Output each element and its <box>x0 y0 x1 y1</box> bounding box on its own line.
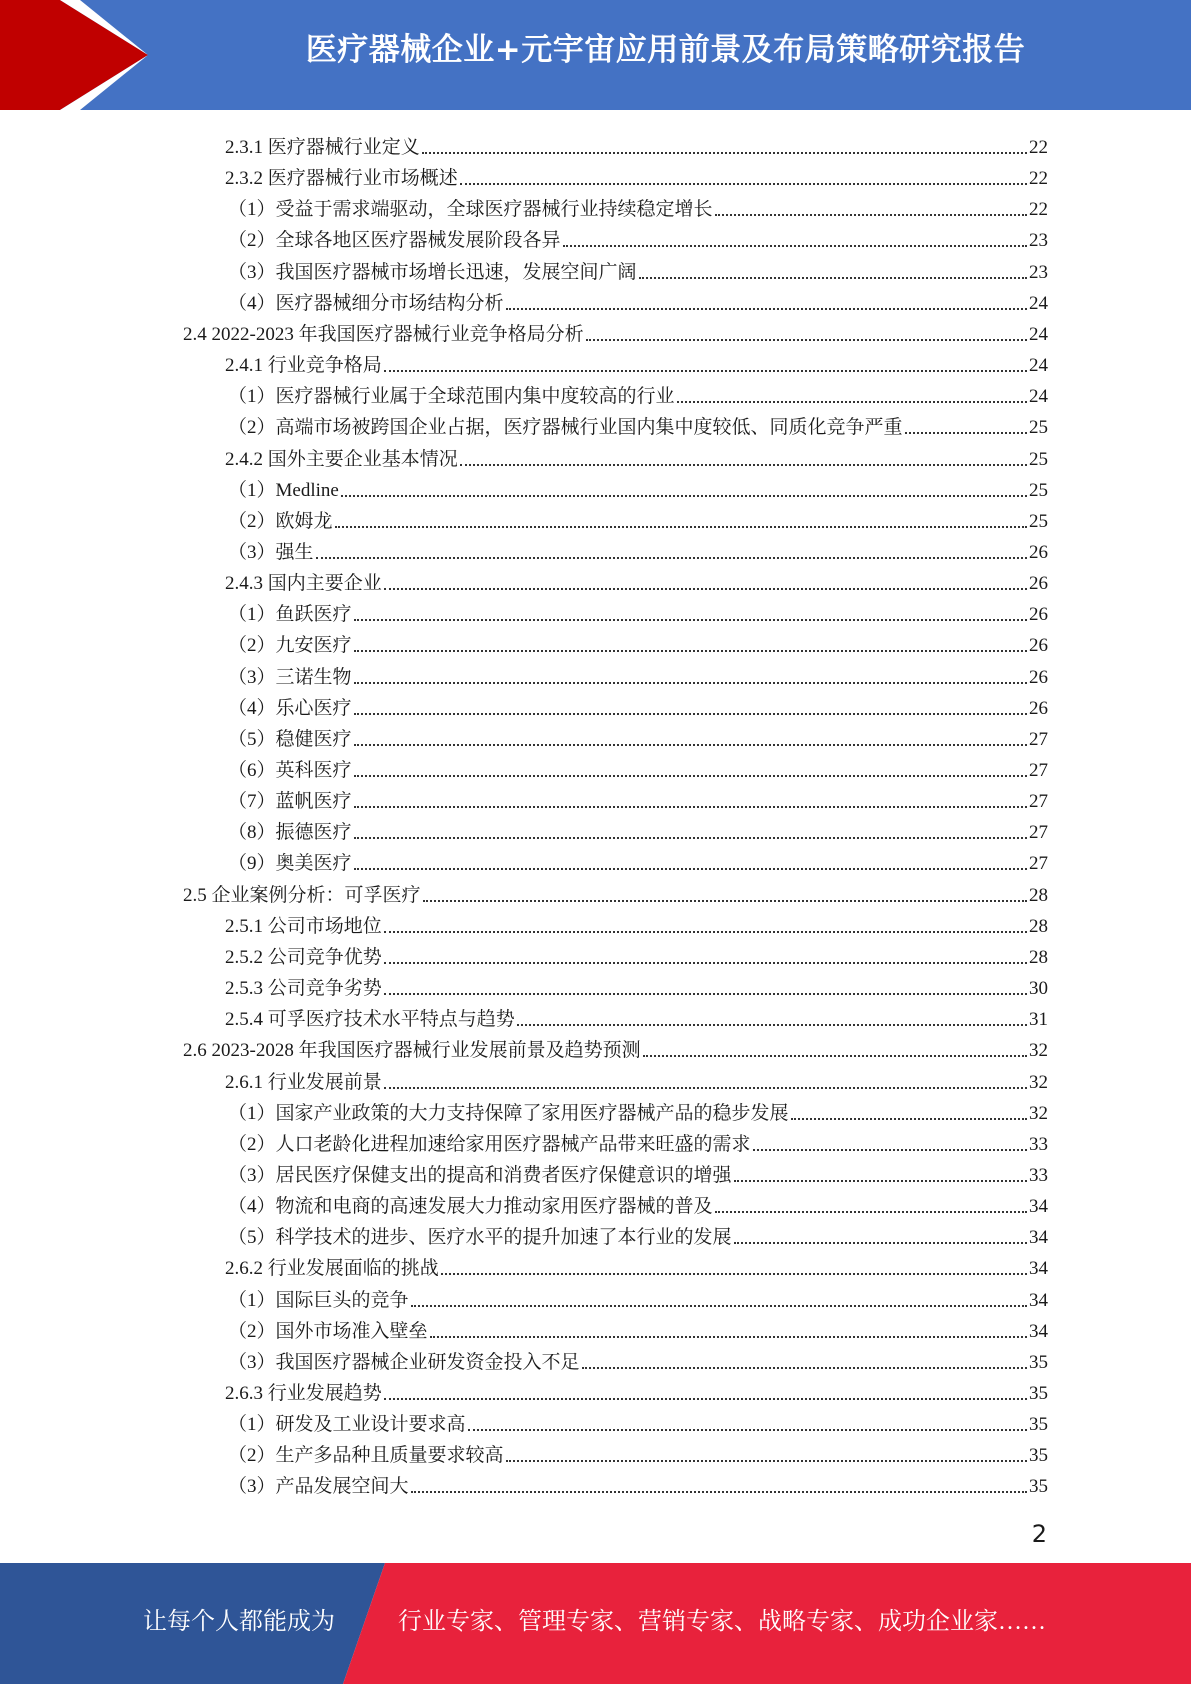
toc-entry-label: 2.6.2 行业发展面临的挑战 <box>225 1258 439 1280</box>
toc-entry-label: （3）强生 <box>228 541 314 563</box>
toc-leader-dots <box>354 836 1027 839</box>
toc-leader-dots <box>354 805 1027 808</box>
toc-entry[interactable] <box>228 471 1048 502</box>
toc-entry-label: （3）产品发展空间大 <box>228 1476 409 1498</box>
toc-entry-page: 24 <box>1029 386 1048 408</box>
toc-entry-label: 2.5.3 公司竞争劣势 <box>225 978 382 1000</box>
toc-entry[interactable] <box>228 1343 1048 1374</box>
toc-entry[interactable] <box>228 1187 1048 1218</box>
toc-leader-dots <box>677 400 1027 403</box>
toc-entry-label: （3）我国医疗器械企业研发资金投入不足 <box>228 1351 580 1373</box>
page-number: 2 <box>1031 1520 1047 1548</box>
toc-leader-dots <box>354 649 1027 652</box>
toc-leader-dots <box>734 1241 1027 1244</box>
toc-leader-dots <box>506 307 1027 310</box>
toc-entry-page: 26 <box>1029 604 1048 626</box>
toc-entry-page: 24 <box>1029 292 1048 314</box>
toc-leader-dots <box>430 1335 1027 1338</box>
toc-leader-dots <box>384 1086 1027 1089</box>
toc-entry-page: 26 <box>1029 635 1048 657</box>
toc-entry-page: 35 <box>1029 1414 1048 1436</box>
toc-entry-label: （8）振德医疗 <box>228 822 352 844</box>
page-header <box>0 0 1191 110</box>
toc-leader-dots <box>715 213 1027 216</box>
toc-leader-dots <box>384 961 1027 964</box>
toc-entry-page: 22 <box>1029 168 1048 190</box>
toc-leader-dots <box>354 618 1027 621</box>
toc-entry[interactable] <box>228 1281 1048 1312</box>
toc-entry[interactable] <box>225 907 1048 938</box>
toc-leader-dots <box>422 151 1027 154</box>
toc-entry-label: （3）我国医疗器械市场增长迅速，发展空间广阔 <box>228 261 637 283</box>
toc-entry-label: （2）生产多品种且质量要求较高 <box>228 1445 504 1467</box>
toc-leader-dots <box>354 712 1027 715</box>
toc-entry-page: 25 <box>1029 417 1048 439</box>
toc-entry-page: 27 <box>1029 791 1048 813</box>
toc-entry-page: 25 <box>1029 510 1048 532</box>
toc-entry[interactable] <box>228 689 1048 720</box>
toc-entry-label: （1）鱼跃医疗 <box>228 604 352 626</box>
toc-entry-label: （2）九安医疗 <box>228 635 352 657</box>
toc-entry-page: 26 <box>1029 573 1048 595</box>
toc-entry-label: （4）物流和电商的高速发展大力推动家用医疗器械的普及 <box>228 1196 713 1218</box>
toc-leader-dots <box>423 899 1027 902</box>
toc-entry-label: （1）国家产业政策的大力支持保障了家用医疗器械产品的稳步发展 <box>228 1102 789 1124</box>
toc-entry-label: 2.4.3 国内主要企业 <box>225 573 382 595</box>
toc-leader-dots <box>715 1210 1027 1213</box>
toc-entry-label: （4）乐心医疗 <box>228 697 352 719</box>
toc-leader-dots <box>384 369 1027 372</box>
toc-entry-page: 34 <box>1029 1258 1048 1280</box>
toc-entry-page: 27 <box>1029 853 1048 875</box>
toc-entry[interactable] <box>228 626 1048 657</box>
toc-leader-dots <box>384 930 1027 933</box>
toc-entry-label: （3）三诺生物 <box>228 666 352 688</box>
toc-leader-dots <box>639 276 1027 279</box>
toc-entry-page: 34 <box>1029 1320 1048 1342</box>
toc-entry-page: 27 <box>1029 728 1048 750</box>
toc-entry-label: （5）科学技术的进步、医疗水平的提升加速了本行业的发展 <box>228 1227 732 1249</box>
toc-entry[interactable] <box>225 1063 1048 1094</box>
toc-entry[interactable] <box>228 751 1048 782</box>
toc-entry[interactable] <box>228 1218 1048 1249</box>
toc-entry[interactable] <box>228 284 1048 315</box>
toc-entry[interactable] <box>228 533 1048 564</box>
toc-entry[interactable] <box>225 564 1048 595</box>
toc-entry[interactable] <box>183 315 1048 346</box>
toc-entry[interactable] <box>225 159 1048 190</box>
toc-entry-page: 33 <box>1029 1164 1048 1186</box>
toc-entry-label: （1）国际巨头的竞争 <box>228 1289 409 1311</box>
toc-entry-label: 2.3.2 医疗器械行业市场概述 <box>225 168 458 190</box>
toc-entry[interactable] <box>225 346 1048 377</box>
toc-entry-label: （2）高端市场被跨国企业占据，医疗器械行业国内集中度较低、同质化竞争严重 <box>228 417 903 439</box>
toc-leader-dots <box>517 1023 1027 1026</box>
toc-entry-page: 26 <box>1029 541 1048 563</box>
toc-entry-label: （1）受益于需求端驱动，全球医疗器械行业持续稳定增长 <box>228 199 713 221</box>
toc-leader-dots <box>354 681 1027 684</box>
toc-entry-page: 25 <box>1029 479 1048 501</box>
toc-entry-label: 2.5.2 公司竞争优势 <box>225 946 382 968</box>
toc-entry[interactable] <box>228 1312 1048 1343</box>
toc-entry[interactable] <box>225 1000 1048 1031</box>
toc-entry-page: 35 <box>1029 1351 1048 1373</box>
toc-entry-label: （1）医疗器械行业属于全球范围内集中度较高的行业 <box>228 386 675 408</box>
toc-entry-label: （2）全球各地区医疗器械发展阶段各异 <box>228 230 561 252</box>
toc-entry[interactable] <box>228 844 1048 875</box>
toc-entry[interactable] <box>228 658 1048 689</box>
toc-entry[interactable] <box>225 938 1048 969</box>
toc-entry-label: （4）医疗器械细分市场结构分析 <box>228 292 504 314</box>
toc-entry[interactable] <box>225 1249 1048 1280</box>
toc-entry[interactable] <box>228 1094 1048 1125</box>
toc-leader-dots <box>384 1397 1027 1400</box>
toc-entry[interactable] <box>228 1405 1048 1436</box>
toc-entry-page: 31 <box>1029 1009 1048 1031</box>
toc-leader-dots <box>354 867 1027 870</box>
toc-entry-page: 24 <box>1029 355 1048 377</box>
toc-entry-page: 28 <box>1029 946 1048 968</box>
toc-entry[interactable] <box>228 1467 1048 1498</box>
toc-leader-dots <box>354 774 1027 777</box>
toc-entry-label: 2.4 2022-2023 年我国医疗器械行业竞争格局分析 <box>183 323 584 345</box>
toc-leader-dots <box>506 1459 1027 1462</box>
toc-entry[interactable] <box>183 1031 1048 1062</box>
toc-entry-page: 32 <box>1029 1040 1048 1062</box>
toc-entry-page: 23 <box>1029 230 1048 252</box>
toc-leader-dots <box>582 1366 1027 1369</box>
toc-entry-page: 35 <box>1029 1445 1048 1467</box>
toc-entry-page: 24 <box>1029 323 1048 345</box>
toc-entry-page: 30 <box>1029 978 1048 1000</box>
toc-leader-dots <box>341 494 1027 497</box>
toc-entry-page: 26 <box>1029 666 1048 688</box>
toc-entry[interactable] <box>183 876 1048 907</box>
toc-leader-dots <box>316 556 1027 559</box>
toc-leader-dots <box>734 1179 1027 1182</box>
toc-entry-page: 27 <box>1029 822 1048 844</box>
toc-entry-label: （5）稳健医疗 <box>228 728 352 750</box>
toc-leader-dots <box>460 182 1027 185</box>
toc-leader-dots <box>335 525 1027 528</box>
toc-entry[interactable] <box>228 377 1048 408</box>
toc-entry-page: 26 <box>1029 697 1048 719</box>
toc-leader-dots <box>643 1054 1027 1057</box>
toc-leader-dots <box>354 743 1027 746</box>
toc-entry-page: 35 <box>1029 1383 1048 1404</box>
toc-entry[interactable] <box>225 1374 1048 1405</box>
toc-entry-label: 2.6.3 行业发展趋势 <box>225 1383 382 1404</box>
toc-entry-label: 2.6 2023-2028 年我国医疗器械行业发展前景及趋势预测 <box>183 1040 641 1062</box>
toc-leader-dots <box>384 992 1027 995</box>
toc-entry[interactable] <box>228 1436 1048 1467</box>
toc-entry-label: （2）国外市场准入壁垒 <box>228 1320 428 1342</box>
toc-entry[interactable] <box>228 720 1048 751</box>
toc-entry-label: 2.5 企业案例分析：可孚医疗 <box>183 884 421 906</box>
toc-entry-label: 2.5.4 可孚医疗技术水平特点与趋势 <box>225 1009 515 1031</box>
footer-slogan-left: 让每个人都能成为 <box>143 1609 335 1635</box>
toc-entry[interactable] <box>228 813 1048 844</box>
footer-slogan-right: 行业专家、管理专家、营销专家、战略专家、成功企业家…… <box>398 1609 1046 1635</box>
toc-entry-page: 22 <box>1029 137 1048 158</box>
toc-entry-label: （7）蓝帆医疗 <box>228 791 352 813</box>
toc-leader-dots <box>791 1117 1027 1120</box>
page-footer <box>0 1563 1191 1684</box>
header-title: 医疗器械企业+元宇宙应用前景及布局策略研究报告 <box>305 32 1026 68</box>
toc-entry[interactable] <box>225 969 1048 1000</box>
toc-entry-label: 2.4.1 行业竞争格局 <box>225 355 382 377</box>
toc-leader-dots <box>460 463 1027 466</box>
toc-entry-page: 34 <box>1029 1196 1048 1218</box>
toc-entry-label: （2）人口老龄化进程加速给家用医疗器械产品带来旺盛的需求 <box>228 1133 751 1155</box>
toc-entry-label: 2.4.2 国外主要企业基本情况 <box>225 448 458 470</box>
toc-leader-dots <box>905 431 1027 434</box>
toc-entry-page: 25 <box>1029 448 1048 470</box>
toc-entry-label: 2.5.1 公司市场地位 <box>225 915 382 937</box>
toc-leader-dots <box>411 1490 1027 1493</box>
toc-entry-page: 34 <box>1029 1289 1048 1311</box>
toc-leader-dots <box>411 1304 1027 1307</box>
toc-entry-label: （1）Medline <box>228 479 339 501</box>
toc-leader-dots <box>753 1148 1027 1151</box>
toc-entry-page: 32 <box>1029 1102 1048 1124</box>
toc-entry[interactable] <box>228 1125 1048 1156</box>
toc-entry[interactable] <box>225 128 1048 159</box>
toc-entry-label: （9）奥美医疗 <box>228 853 352 875</box>
toc-entry[interactable] <box>228 190 1048 221</box>
toc-entry[interactable] <box>228 502 1048 533</box>
toc-entry[interactable] <box>228 1156 1048 1187</box>
toc-entry[interactable] <box>228 408 1048 439</box>
toc-entry-page: 27 <box>1029 760 1048 781</box>
toc-entry-page: 23 <box>1029 261 1048 283</box>
toc-entry-page: 35 <box>1029 1476 1048 1498</box>
toc-entry[interactable] <box>228 221 1048 252</box>
toc-entry-label: （6）英科医疗 <box>228 760 352 781</box>
toc-entry-label: （1）研发及工业设计要求高 <box>228 1414 466 1436</box>
toc-entry-page: 32 <box>1029 1071 1048 1093</box>
toc-leader-dots <box>384 587 1027 590</box>
toc-entry[interactable] <box>225 440 1048 471</box>
toc-entry-label: （2）欧姆龙 <box>228 510 333 532</box>
toc-leader-dots <box>441 1272 1027 1275</box>
toc-entry[interactable] <box>228 253 1048 284</box>
toc-entry[interactable] <box>228 782 1048 813</box>
toc-leader-dots <box>586 338 1027 341</box>
toc-leader-dots <box>468 1428 1027 1431</box>
toc-entry-label: （3）居民医疗保健支出的提高和消费者医疗保健意识的增强 <box>228 1164 732 1186</box>
toc-entry-page: 34 <box>1029 1227 1048 1249</box>
toc-entry-page: 28 <box>1029 915 1048 937</box>
toc-leader-dots <box>563 244 1027 247</box>
toc-entry-page: 33 <box>1029 1133 1048 1155</box>
toc-entry-page: 28 <box>1029 884 1048 906</box>
toc-entry[interactable] <box>228 595 1048 626</box>
toc-entry-label: 2.6.1 行业发展前景 <box>225 1071 382 1093</box>
toc-entry-page: 22 <box>1029 199 1048 221</box>
toc-entry-label: 2.3.1 医疗器械行业定义 <box>225 137 420 158</box>
